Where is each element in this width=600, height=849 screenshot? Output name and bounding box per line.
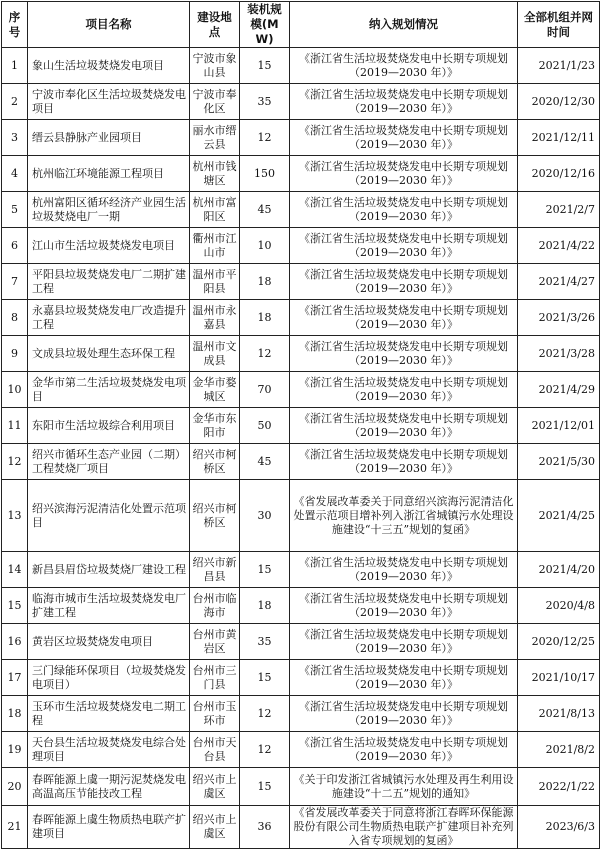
cell-plan: 《浙江省生活垃圾焚烧发电中长期专项规划（2019—2030 年）》 (290, 120, 518, 156)
cell-grid-date: 2020/12/16 (518, 156, 600, 192)
cell-location: 温州市永嘉县 (190, 300, 240, 336)
table-row (2, 336, 600, 372)
cell-location: 金华市婺城区 (190, 372, 240, 408)
cell-grid-date: 2021/10/17 (518, 660, 600, 696)
projects-table (1, 1, 600, 849)
cell-name: 文成县垃圾处理生态环保工程 (28, 336, 190, 372)
cell-capacity: 12 (240, 120, 290, 156)
cell-plan: 《浙江省生活垃圾焚烧发电中长期专项规划（2019—2030 年）》 (290, 660, 518, 696)
cell-grid-date: 2021/8/13 (518, 696, 600, 732)
cell-plan: 《浙江省生活垃圾焚烧发电中长期专项规划（2019—2030 年）》 (290, 48, 518, 84)
cell-plan: 《浙江省生活垃圾焚烧发电中长期专项规划（2019—2030 年）》 (290, 444, 518, 480)
table-row (2, 732, 600, 768)
table-row (2, 768, 600, 806)
cell-grid-date: 2021/4/25 (518, 480, 600, 552)
cell-plan: 《省发展改革委关于同意将浙江春晖环保能源股份有限公司生物质热电联产扩建项目补充列入省专项规划的复函》 (290, 806, 518, 849)
cell-name: 永嘉县垃圾焚烧发电厂改造提升工程 (28, 300, 190, 336)
cell-name: 新昌县眉岱垃圾焚烧厂建设工程 (28, 552, 190, 588)
cell-no: 9 (2, 336, 28, 372)
cell-no: 17 (2, 660, 28, 696)
header-plan: 纳入规划情况 (290, 2, 518, 48)
table-row (2, 588, 600, 624)
cell-plan: 《浙江省生活垃圾焚烧发电中长期专项规划（2019—2030 年）》 (290, 372, 518, 408)
cell-location: 台州市临海市 (190, 588, 240, 624)
table-row (2, 806, 600, 849)
cell-location: 绍兴市新昌县 (190, 552, 240, 588)
header-location: 建设地点 (190, 2, 240, 48)
cell-plan: 《浙江省生活垃圾焚烧发电中长期专项规划（2019—2030 年）》 (290, 300, 518, 336)
table-row (2, 660, 600, 696)
cell-plan: 《浙江省生活垃圾焚烧发电中长期专项规划（2019—2030 年）》 (290, 696, 518, 732)
cell-no: 21 (2, 806, 28, 849)
cell-plan: 《浙江省生活垃圾焚烧发电中长期专项规划（2019—2030 年）》 (290, 264, 518, 300)
table-row (2, 552, 600, 588)
cell-capacity: 12 (240, 336, 290, 372)
table-row (2, 696, 600, 732)
cell-grid-date: 2021/4/29 (518, 372, 600, 408)
cell-plan: 《浙江省生活垃圾焚烧发电中长期专项规划（2019—2030 年）》 (290, 192, 518, 228)
cell-capacity: 35 (240, 624, 290, 660)
cell-no: 2 (2, 84, 28, 120)
cell-grid-date: 2020/4/8 (518, 588, 600, 624)
cell-capacity: 30 (240, 480, 290, 552)
cell-plan: 《浙江省生活垃圾焚烧发电中长期专项规划（2019—2030 年）》 (290, 228, 518, 264)
table-row (2, 156, 600, 192)
cell-no: 4 (2, 156, 28, 192)
cell-name: 春晖能源上虞一期污泥焚烧发电高温高压节能技改工程 (28, 768, 190, 806)
cell-grid-date: 2021/3/28 (518, 336, 600, 372)
cell-grid-date: 2023/6/3 (518, 806, 600, 849)
cell-no: 3 (2, 120, 28, 156)
cell-location: 杭州市钱塘区 (190, 156, 240, 192)
cell-plan: 《省发展改革委关于同意绍兴滨海污泥清洁化处置示范项目增补列入浙江省城镇污水处理设施建设“十三五”规划的复函》 (290, 480, 518, 552)
table-row (2, 192, 600, 228)
cell-name: 江山市生活垃圾焚烧发电项目 (28, 228, 190, 264)
table-row (2, 624, 600, 660)
header-grid-date: 全部机组并网时间 (518, 2, 600, 48)
cell-plan: 《浙江省生活垃圾焚烧发电中长期专项规划（2019—2030 年）》 (290, 84, 518, 120)
cell-grid-date: 2022/1/22 (518, 768, 600, 806)
cell-grid-date: 2021/4/22 (518, 228, 600, 264)
cell-no: 16 (2, 624, 28, 660)
table-row (2, 120, 600, 156)
cell-plan: 《浙江省生活垃圾焚烧发电中长期专项规划（2019—2030 年）》 (290, 408, 518, 444)
cell-location: 杭州市富阳区 (190, 192, 240, 228)
cell-plan: 《浙江省生活垃圾焚烧发电中长期专项规划（2019—2030 年）》 (290, 624, 518, 660)
cell-plan: 《浙江省生活垃圾焚烧发电中长期专项规划（2019—2030 年）》 (290, 732, 518, 768)
cell-name: 象山生活垃圾焚烧发电项目 (28, 48, 190, 84)
cell-grid-date: 2021/12/11 (518, 120, 600, 156)
cell-capacity: 15 (240, 660, 290, 696)
table-row (2, 444, 600, 480)
cell-capacity: 12 (240, 732, 290, 768)
cell-name: 临海市城市生活垃圾焚烧发电厂扩建工程 (28, 588, 190, 624)
cell-location: 台州市天台县 (190, 732, 240, 768)
cell-capacity: 15 (240, 48, 290, 84)
cell-capacity: 35 (240, 84, 290, 120)
cell-capacity: 15 (240, 552, 290, 588)
table-row (2, 48, 600, 84)
cell-grid-date: 2021/4/20 (518, 552, 600, 588)
cell-no: 15 (2, 588, 28, 624)
cell-no: 12 (2, 444, 28, 480)
cell-plan: 《浙江省生活垃圾焚烧发电中长期专项规划（2019—2030 年）》 (290, 552, 518, 588)
cell-name: 宁波市奉化区生活垃圾焚烧发电项目 (28, 84, 190, 120)
cell-location: 宁波市象山县 (190, 48, 240, 84)
cell-capacity: 70 (240, 372, 290, 408)
table-row (2, 264, 600, 300)
cell-no: 14 (2, 552, 28, 588)
cell-location: 温州市平阳县 (190, 264, 240, 300)
cell-location: 宁波市奉化区 (190, 84, 240, 120)
table-row (2, 480, 600, 552)
cell-location: 丽水市缙云县 (190, 120, 240, 156)
cell-no: 18 (2, 696, 28, 732)
cell-location: 绍兴市柯桥区 (190, 444, 240, 480)
cell-location: 衢州市江山市 (190, 228, 240, 264)
cell-location: 台州市三门县 (190, 660, 240, 696)
cell-capacity: 45 (240, 444, 290, 480)
cell-plan: 《关于印发浙江省城镇污水处理及再生利用设施建设“十二五”规划的通知》 (290, 768, 518, 806)
header-capacity: 装机规模(MW) (240, 2, 290, 48)
cell-grid-date: 2021/2/7 (518, 192, 600, 228)
table-row (2, 372, 600, 408)
cell-capacity: 12 (240, 696, 290, 732)
cell-location: 台州市玉环市 (190, 696, 240, 732)
cell-capacity: 150 (240, 156, 290, 192)
cell-location: 金华市东阳市 (190, 408, 240, 444)
cell-plan: 《浙江省生活垃圾焚烧发电中长期专项规划（2019—2030 年）》 (290, 588, 518, 624)
cell-name: 三门绿能环保项目（垃圾焚烧发电项目） (28, 660, 190, 696)
cell-name: 缙云县静脉产业园项目 (28, 120, 190, 156)
cell-grid-date: 2021/8/2 (518, 732, 600, 768)
cell-no: 10 (2, 372, 28, 408)
cell-no: 19 (2, 732, 28, 768)
cell-grid-date: 2021/1/23 (518, 48, 600, 84)
cell-grid-date: 2021/3/26 (518, 300, 600, 336)
header-row (2, 2, 600, 48)
cell-no: 13 (2, 480, 28, 552)
cell-no: 20 (2, 768, 28, 806)
cell-location: 温州市文成县 (190, 336, 240, 372)
cell-capacity: 18 (240, 264, 290, 300)
table-row (2, 408, 600, 444)
cell-grid-date: 2020/12/30 (518, 84, 600, 120)
table-row (2, 300, 600, 336)
cell-name: 杭州临江环境能源工程项目 (28, 156, 190, 192)
cell-name: 黄岩区垃圾焚烧发电项目 (28, 624, 190, 660)
cell-name: 天台县生活垃圾焚烧发电综合处理项目 (28, 732, 190, 768)
cell-no: 6 (2, 228, 28, 264)
table-row (2, 84, 600, 120)
cell-name: 绍兴市循环生态产业园（二期）工程焚烧厂项目 (28, 444, 190, 480)
header-name: 项目名称 (28, 2, 190, 48)
cell-grid-date: 2021/5/30 (518, 444, 600, 480)
cell-no: 11 (2, 408, 28, 444)
cell-location: 绍兴市上虞区 (190, 768, 240, 806)
cell-location: 台州市黄岩区 (190, 624, 240, 660)
cell-grid-date: 2021/4/27 (518, 264, 600, 300)
table-row (2, 228, 600, 264)
table-body (2, 48, 600, 849)
cell-capacity: 36 (240, 806, 290, 849)
cell-no: 8 (2, 300, 28, 336)
cell-name: 春晖能源上虞生物质热电联产扩建项目 (28, 806, 190, 849)
cell-name: 东阳市生活垃圾综合利用项目 (28, 408, 190, 444)
cell-capacity: 18 (240, 588, 290, 624)
cell-location: 绍兴市柯桥区 (190, 480, 240, 552)
cell-capacity: 50 (240, 408, 290, 444)
header-no: 序号 (2, 2, 28, 48)
cell-capacity: 10 (240, 228, 290, 264)
cell-name: 杭州富阳区循环经济产业园生活垃圾焚烧电厂一期 (28, 192, 190, 228)
cell-capacity: 18 (240, 300, 290, 336)
cell-grid-date: 2020/12/25 (518, 624, 600, 660)
cell-no: 1 (2, 48, 28, 84)
cell-name: 金华市第二生活垃圾焚烧发电项目 (28, 372, 190, 408)
cell-plan: 《浙江省生活垃圾焚烧发电中长期专项规划（2019—2030 年）》 (290, 156, 518, 192)
cell-capacity: 15 (240, 768, 290, 806)
cell-no: 5 (2, 192, 28, 228)
cell-name: 平阳县垃圾焚烧发电厂二期扩建工程 (28, 264, 190, 300)
cell-name: 玉环市生活垃圾焚烧发电二期工程 (28, 696, 190, 732)
cell-location: 绍兴市上虞区 (190, 806, 240, 849)
cell-no: 7 (2, 264, 28, 300)
cell-name: 绍兴滨海污泥清洁化处置示范项目 (28, 480, 190, 552)
cell-grid-date: 2021/12/01 (518, 408, 600, 444)
cell-plan: 《浙江省生活垃圾焚烧发电中长期专项规划（2019—2030 年）》 (290, 336, 518, 372)
cell-capacity: 45 (240, 192, 290, 228)
